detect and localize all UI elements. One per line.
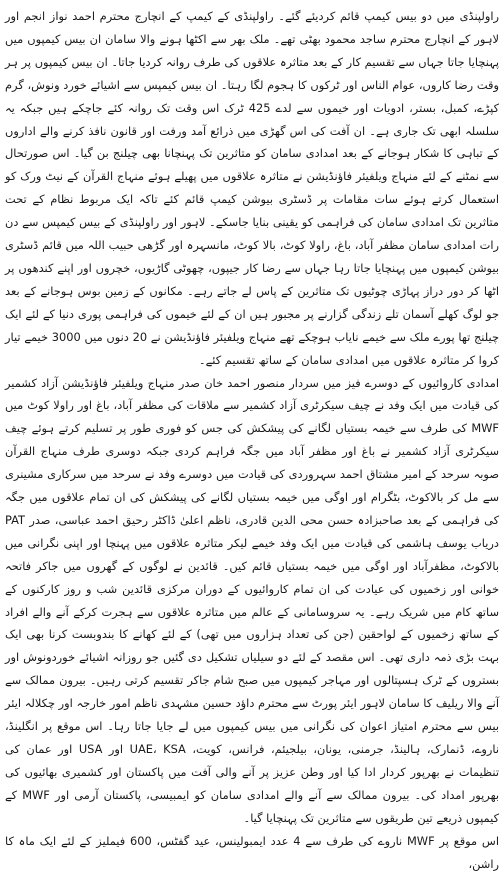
article-paragraph-3: اس موقع پر MWF ناروے کی طرف سے 4 عدد ایمبولینس، عید گفٹس، 600 فیملیز کے لئے ایک ماہ کا راشن، — [5, 833, 499, 871]
article-paragraph-2: امدادی کاروائیوں کے دوسرے فیز میں سردار منصور احمد خان صدر منہاج ویلفیئر فاؤنڈیشن آزاد کشمیر کی قیادت میں ایک وفد نے چیف سیکرٹری آزاد کشمیر سے ملاقات کی مظفر آباد، باغ اور راولا کوٹ میں MWF کی طرف سے خیمہ بستیاں لگانے کی پیشکش کی جس کو فوری طور پر تسلیم کرتے ہوئے چیف سیکرٹری آزاد کشمیر نے باغ اور مظفر آباد میں جگہ فراہم کردی جبکہ دوسری طرف منہاج القرآن صوبہ سرحد کے امیر مشتاق احمد سہروردی کی قیادت میں دوسرے وفد نے سرحد میں سرکاری مشینری سے مل کر بالاکوٹ، بٹگرام اور اوگی میں خیمہ بستیاں لگانے کی پیشکش کی ان تمام علاقوں میں جگہ کی فراہمی کے بعد صاحبزادہ حسن محی الدین قادری، ناظم اعلیٰ ڈاکٹر رحیق احمد عباسی، صدر PAT دریاب یوسف ہاشمی کی قیادت میں ایک وفد خیمے لیکر متاثرہ علاقوں میں پہنچا اور اپنی نگرانی میں بالاکوٹ، مظفرآباد اور اوگی میں خیمہ بستیاں قائم کیں۔ قائدین نے لوگوں کے گھروں میں جاکر فاتحہ خوانی اور زخمیوں کی عیادت کی ان تمام کاروائیوں کے دوران مرکزی قائدین شب و روز کارکنوں کے ساتھ کام میں شریک رہے۔ یہ سروسامانی کے عالم میں متاثرہ علاقوں سے ہجرت کرکے آنے والے افراد کے ساتھ زخمیوں کے لواحقین (جن کی تعداد ہزاروں میں تھی) کے لئے کھانے کا بندوبست کرنا بھی ایک بہت بڑی ذمہ داری تھی۔ اس مقصد کے لئے دو سیلیاں تشکیل دی گئیں جو روزانہ اشیائے خوردونوش اور بستروں کے ٹرک ہسپتالوں اور مہاجر کیمپوں میں صبح شام جاکر تقسیم کرتی رہیں۔ بیرون ممالک سے آنے والا ریلیف کا سامان لاہور ایئر پورٹ سے محترم داؤد حسین مشہدی ناظم امور خارجہ اور چکلالہ ایئر بیس سے محترم امتیاز اعوان کی نگرانی میں بیس کیمپوں میں لے جایا جاتا رہا۔ اس موقع پر انگلینڈ، ناروے، ڈنمارک، ہالینڈ، جرمنی، یونان، بیلجیئم، فرانس، کویت، UAE، KSA اور USA اور عمان کی تنظیمات نے بھرپور کردار ادا کیا اور وطن عزیز پر آنے والی آفت میں پاکستان اور کشمیری بھائیوں کی بھرپور امداد کی۔ بیرون ممالک سے آنے والے امدادی سامان کو ایمبیسی، پاکستان آرمی اور MWF کے کیمپوں ذریعے تین طریقوں سے متاثرین تک پہنچایا گیا۔ — [5, 375, 500, 825]
article-paragraph-1: راولپنڈی میں دو بیس کیمپ قائم کردیئے گئے۔ راولپنڈی کے کیمپ کے انچارج محترم احمد نواز انجم اور لاہور کے انچارج محترم ساجد محمود بھٹی تھے۔ ملک بھر سے اکٹھا ہونے والا سامان ان بیس کیمپوں میں پہنچایا جاتا جہاں سے تقسیم کار کے بعد متاثرہ علاقوں کی طرف روانہ کردیا جاتا۔ ان بیس کیمپوں پر ہر وقت رضا کاروں، عوام الناس اور ٹرکوں کا ہجوم لگا رہتا۔ ان بیس کیمپس سے اشیائے خورد ونوش، گرم کپڑے، کمبل، بستر، ادویات اور خیموں سے لدے 425 ٹرک اس وقت تک روانہ کئے جاچکے ہیں جبکہ یہ سلسلہ ابھی تک جاری ہے۔ ان آفت کی اس گھڑی میں ذرائع آمد ورفت اور قانون نافذ کرنے والے اداروں کے تباہی کا شکار ہوجانے کے بعد امدادی سامان کو متاثرین تک پہنچانا بھی چیلنج بن گیا۔ اس صورتحال سے نمٹنے کے لئے منہاج ویلفیئر فاؤنڈیشن نے متاثرہ علاقوں میں پھیلے ہوئے منہاج القرآن کے نیٹ ورک کو استعمال کرتے ہوئے سات مقامات پر ڈسٹری بیوشن کیمپ قائم کئے تاکہ ایک مربوط نظام کے تحت متاثرین تک امدادی سامان کی فراہمی کو یقینی بنایا جاسکے۔ لاہور اور راولپنڈی کے بیس کیمپس سے دن رات امدادی سامان مظفر آباد، باغ، راولا کوٹ، بالا کوٹ، مانسہرہ اور گڑھی حبیب اللہ میں قائم ڈسٹری بیوشن کیمپوں میں پہنچایا جاتا رہا جہاں سے رضا کار جیپوں، چھوٹی گاڑیوں، خچروں اور اپنے کندھوں پر اٹھا کر دور دراز پہاڑی چوٹیوں تک متاثرین کے پاس لے جاتے رہے۔ مکانوں کے زمین بوس ہوجانے کے بعد جو لوگ کھلے آسمان تلے زندگی گزارنے پر مجبور ہیں ان کے لئے خیموں کی فراہمی پوری دنیا کے لئے ایک چیلنج تھا پورے ملک سے خیمے نایاب ہوچکے تھے منہاج ویلفیئر فاؤنڈیشن نے 20 دنوں میں 3000 خیمے تیار کروا کر متاثرہ علاقوں میں امدادی سامان کے ساتھ تقسیم کئے۔ — [5, 9, 499, 367]
